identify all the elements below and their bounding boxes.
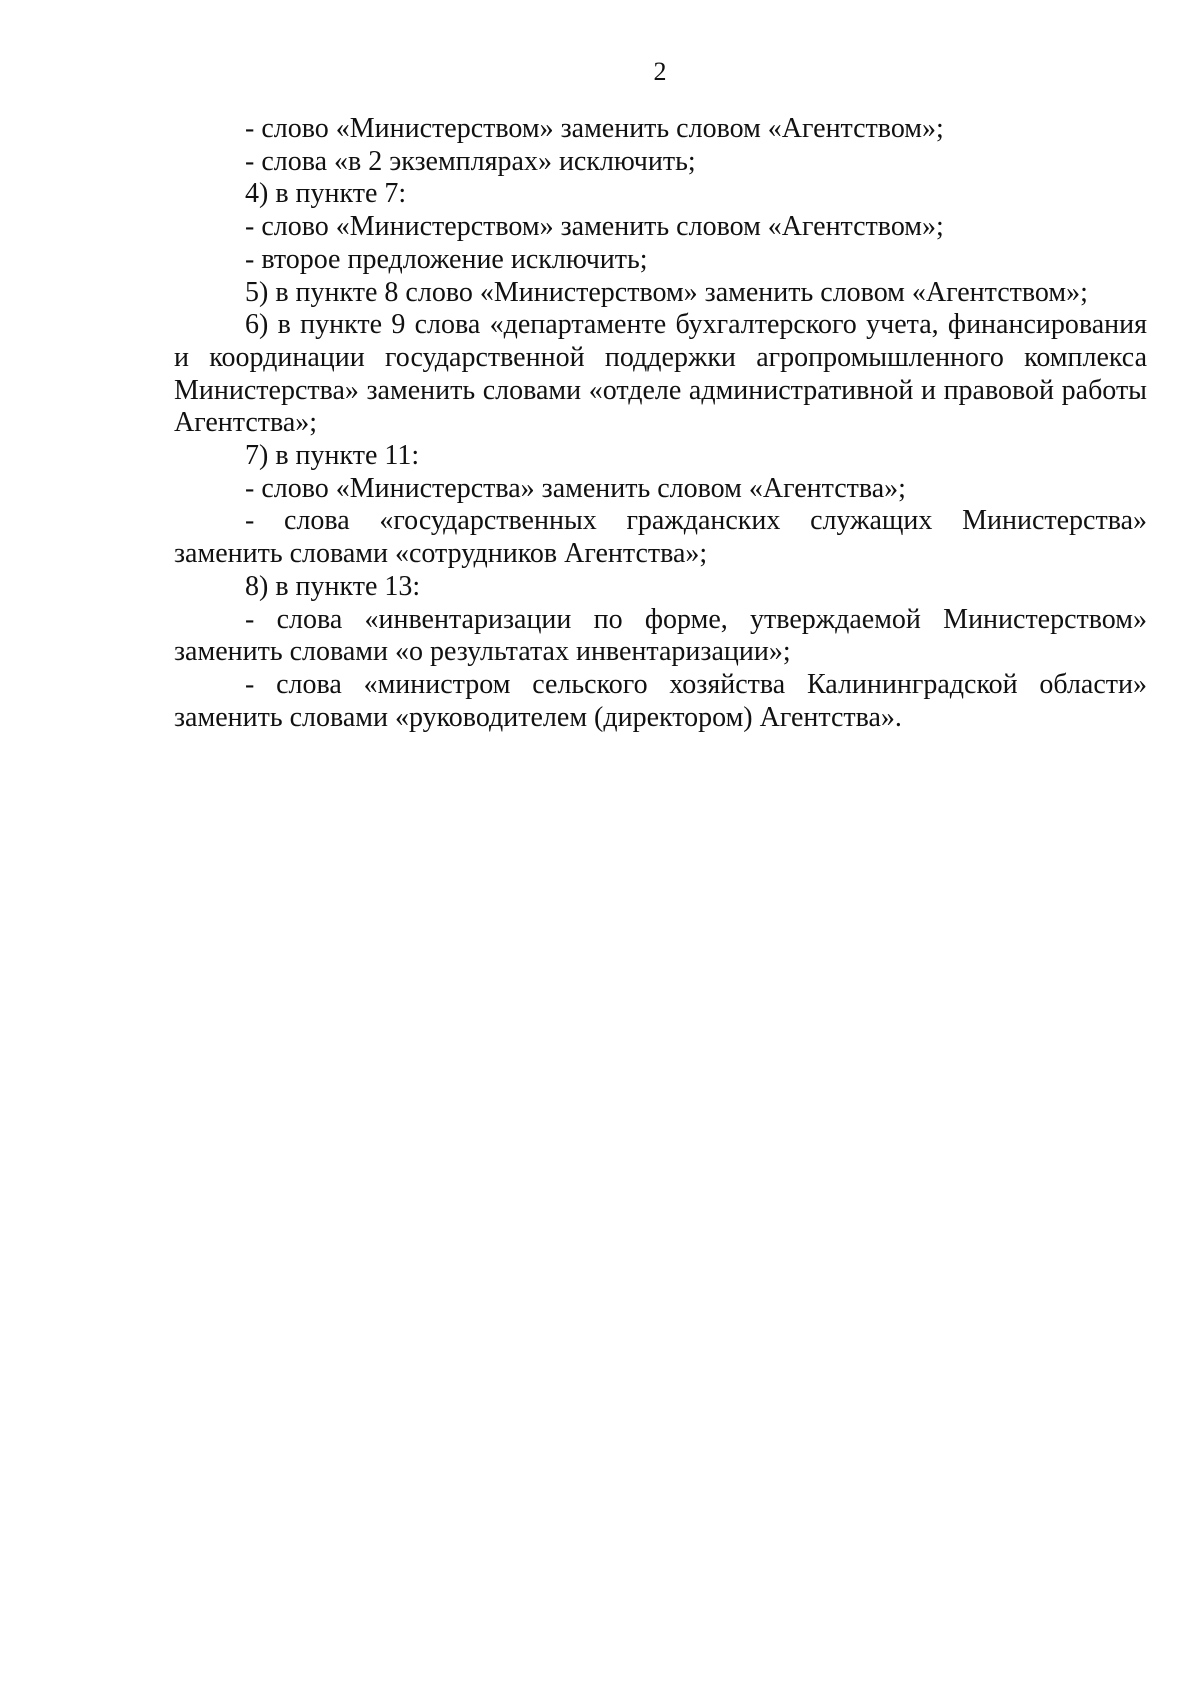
- paragraph: - слово «Министерством» заменить словом «Агентством»;: [245, 113, 944, 144]
- paragraph: 7) в пункте 11:: [245, 440, 420, 472]
- paragraph: - слова «министром сельского хозяйства Калининградской области» заменить словами «руководителем (директором) Агентства».: [174, 668, 1147, 733]
- paragraph: - слово «Министерством» заменить словом «Агентством»;: [245, 211, 944, 243]
- document-body: [174, 113, 1147, 734]
- paragraph: - слова «в 2 экземплярах» исключить;: [245, 145, 696, 177]
- paragraph: - слова «инвентаризации по форме, утверждаемой Министерством» заменить словами «о результатах инвентаризации»;: [174, 603, 1147, 668]
- paragraph: 8) в пункте 13:: [245, 570, 421, 602]
- paragraph: 6) в пункте 9 слова «департаменте бухгалтерского учета, финансирования и координации государственной поддержки агропромышленного комплекса Министерства» заменить словами «отделе административной и правовой работы Агентства»;: [174, 309, 1147, 439]
- paragraph: - слова «государственных гражданских служащих Министерства» заменить словами «сотрудников Агентства»;: [174, 505, 1147, 570]
- paragraph: 5) в пункте 8 слово «Министерством» заменить словом «Агентством»;: [245, 276, 1088, 308]
- paragraph: - второе предложение исключить;: [245, 243, 648, 275]
- paragraph: - слово «Министерства» заменить словом «Агентства»;: [245, 472, 906, 504]
- paragraph: 4) в пункте 7:: [245, 178, 407, 210]
- page-number: 2: [653, 57, 667, 86]
